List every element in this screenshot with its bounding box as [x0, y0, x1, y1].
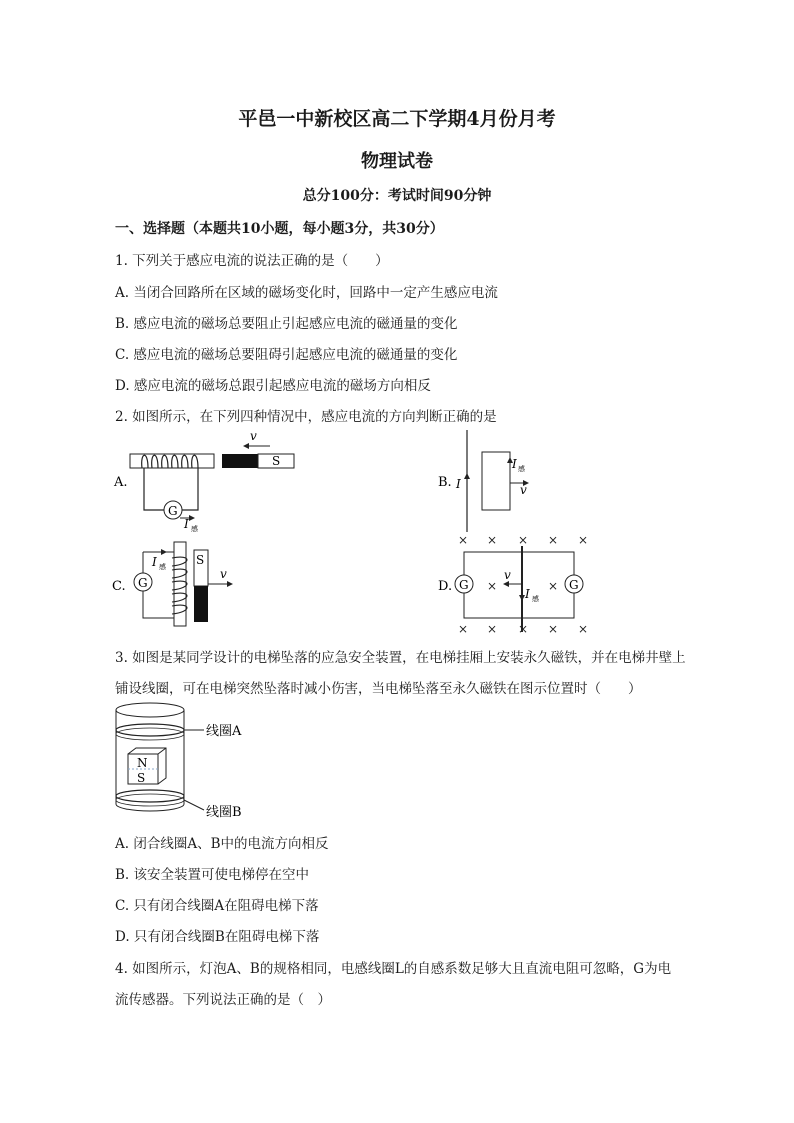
fig-b-label: B. — [438, 475, 452, 490]
fig-d-i: I — [525, 587, 530, 601]
q3-figure-elevator — [112, 700, 282, 822]
q2-figure-b — [432, 428, 572, 533]
fig-d-i-sub: 感 — [532, 595, 539, 603]
fig-d-v: v — [504, 568, 511, 582]
fig-c-label: C. — [112, 579, 126, 594]
fig-b-i: I — [456, 477, 461, 491]
svg-text:×: × — [548, 579, 559, 593]
q1-stem: 1. 下列关于感应电流的说法正确的是（ ） — [115, 253, 389, 269]
svg-text:×: × — [578, 533, 589, 547]
q3-option-d: D. 只有闭合线圈B在阻碍电梯下落 — [115, 929, 320, 945]
fig-a-label: A. — [114, 475, 128, 490]
fig-a-s: S — [272, 454, 281, 468]
fig-c-g: G — [138, 576, 148, 590]
fig-c-i: I — [152, 555, 157, 569]
loop — [482, 452, 510, 510]
q4-stem-line1: 4. 如图所示，灯泡A、B的规格相同，电感线圈L的自感系数足够大且直流电阻可忽略，G为电 — [115, 961, 672, 977]
fig-a-i-sub: 感 — [191, 525, 198, 533]
q3-option-b: B. 该安全装置可使电梯停在空中 — [115, 867, 310, 883]
fig-b-iind: I — [512, 457, 517, 471]
coil-b-label: 线圈B — [206, 805, 242, 820]
magnet-n — [222, 454, 258, 468]
svg-text:×: × — [518, 533, 529, 547]
q2-figure-a — [110, 430, 310, 535]
q1-option-b: B. 感应电流的磁场总要阻止引起感应电流的磁通量的变化 — [115, 316, 458, 332]
svg-text:×: × — [487, 579, 498, 593]
q2-figure-d — [432, 532, 597, 637]
svg-text:×: × — [458, 533, 469, 547]
magnet-s-label: S — [137, 771, 146, 785]
svg-text:×: × — [548, 622, 559, 636]
fig-d-label: D. — [438, 579, 453, 594]
q3-option-c: C. 只有闭合线圈A在阻碍电梯下落 — [115, 898, 319, 914]
q4-stem-line2: 流传感器。下列说法正确的是（ ） — [115, 992, 331, 1008]
q3-option-a: A. 闭合线圈A、B中的电流方向相反 — [115, 836, 329, 852]
page-subtitle: 物理试卷 — [361, 151, 433, 172]
q2-figure-c — [110, 540, 250, 630]
fig-a-i: I — [184, 517, 189, 531]
fig-c-v: v — [220, 567, 227, 581]
fig-c-i-sub: 感 — [159, 563, 166, 571]
magnet-n-label: N — [137, 756, 148, 770]
svg-text:×: × — [548, 533, 559, 547]
svg-text:×: × — [487, 533, 498, 547]
exam-meta: 总分100分：考试时间90分钟 — [302, 188, 492, 204]
fig-a-v: v — [250, 430, 257, 443]
fig-b-v: v — [520, 483, 527, 497]
q2-stem: 2. 如图所示，在下列四种情况中，感应电流的方向判断正确的是 — [115, 409, 497, 425]
q3-stem-line2: 铺设线圈，可在电梯突然坠落时减小伤害，当电梯坠落至永久磁铁在图示位置时（ ） — [115, 681, 642, 697]
q1-option-a: A. 当闭合回路所在区域的磁场变化时，回路中一定产生感应电流 — [115, 285, 498, 301]
fig-c-s: S — [196, 553, 205, 567]
svg-text:×: × — [487, 622, 498, 636]
svg-text:×: × — [518, 622, 529, 636]
coil-a-label: 线圈A — [206, 724, 242, 739]
section-heading: 一、选择题（本题共10小题，每小题3分，共30分） — [115, 221, 444, 237]
page-title: 平邑一中新校区高二下学期4月份月考 — [238, 108, 556, 130]
q1-option-d: D. 感应电流的磁场总跟引起感应电流的磁场方向相反 — [115, 378, 431, 394]
svg-text:×: × — [578, 622, 589, 636]
fig-b-iind-sub: 感 — [518, 465, 525, 473]
magnet-n — [194, 586, 208, 622]
q1-option-c: C. 感应电流的磁场总要阻碍引起感应电流的磁通量的变化 — [115, 347, 458, 363]
svg-text:×: × — [458, 622, 469, 636]
fig-d-g-left: G — [459, 578, 469, 592]
fig-d-g-right: G — [569, 578, 579, 592]
fig-a-g: G — [168, 504, 178, 518]
q3-stem-line1: 3. 如图是某同学设计的电梯坠落的应急安全装置，在电梯挂厢上安装永久磁铁，并在电梯井壁上 — [115, 650, 686, 666]
